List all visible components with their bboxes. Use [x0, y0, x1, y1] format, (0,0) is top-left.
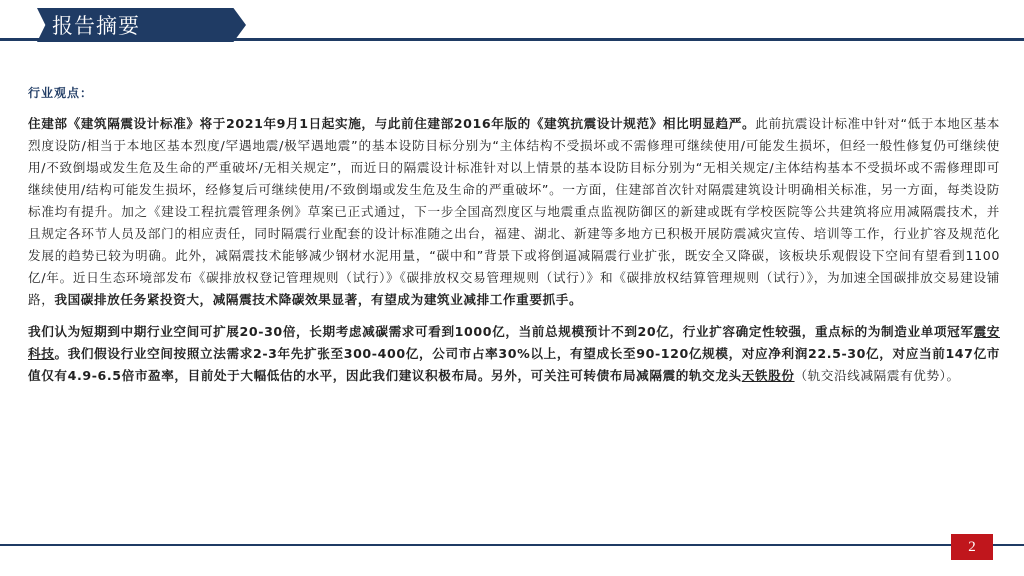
paragraph-conclusion: 我国碳排放任务紧投资大，减隔震技术降碳效果显著，有望成为建筑业减排工作重要抓手。 [54, 292, 583, 307]
company-link-zhenan[interactable]: 震安科技 [28, 324, 1000, 361]
paragraph-policy [28, 113, 1000, 311]
footer-rule [0, 544, 1024, 546]
paragraph-body: 此前抗震设计标准中针对“低于本地区基本烈度设防/相当于本地区基本烈度/罕遇地震/极罕遇地震”的基本设防目标分别为“主体结构不受损坏或不需修理可继续使用/可能发生损坏，但经一般性修复仍可继续使用/不致倒塌或发生危及生命的严重破坏/无相关规定”，而近日的隔震设计标准针对以上情景的基本设防目标分别为“无相关规定/主体结构基本不受损坏或不需修理即可继续使用/结构可能发生损坏，经修复后可继续使用/不致倒塌或发生危及生命的严重破坏”。一方面，住建部首次针对隔震建筑设计明确相关标准，另一方面，每类设防标准均有提升。加之《建设工程抗震管理条例》草案已正式通过，下一步全国高烈度区与地震重点监视防御区的新建或既有学校医院等公共建筑将应用减隔震技术，并且规定各环节人员及部门的相应责任，同时隔震行业配套的设计标准随之出台，福建、湖北、新建等多地方已积极开展防震减灾宣传、培训等工作，行业扩容及规范化发展的趋势已较为明确。此外，减隔震技术能够减少钢材水泥用量，“碳中和”背景下或将倒逼减隔震行业扩张，既安全又降碳，该板块乐观假设下空间有望看到1100亿/年。近日生态环境部发布《碳排放权登记管理规则（试行）》《碳排放权交易管理规则（试行）》和《碳排放权结算管理规则（试行）》，为加速全国碳排放交易建设铺路， [28, 116, 1000, 307]
outlook-text-3: （轨交沿线减隔震有优势）。 [794, 368, 960, 383]
paragraph-outlook [28, 321, 1000, 387]
section-label: 行业观点： [28, 86, 94, 100]
page-number-badge: 2 [951, 534, 993, 560]
company-link-tiantie[interactable]: 天铁股份 [741, 368, 795, 383]
paragraph-lead: 住建部《建筑隔震设计标准》将于2021年9月1日起实施，与此前住建部2016年版的《建筑抗震设计规范》相比明显趋严。 [28, 116, 756, 131]
outlook-text-2: 。我们假设行业空间按照立法需求2-3年先扩张至300-400亿，公司市占率30%以上，有望成长至90-120亿规模，对应净利润22.5-30亿，对应当前147亿市值仅有4.9-6.5倍市盈率，目前处于大幅低估的水平，因此我们建议积极布局。另外，可关注可转债布局减隔震的轨交龙头 [28, 346, 1001, 383]
report-body [28, 84, 1000, 397]
outlook-text-1: 我们认为短期到中期行业空间可扩展20-30倍，长期考虑减碳需求可看到1000亿，当前总规模预计不到20亿，行业扩容确定性较强，重点标的为制造业单项冠军 [28, 324, 974, 339]
page-title: 报告摘要 [52, 14, 140, 38]
